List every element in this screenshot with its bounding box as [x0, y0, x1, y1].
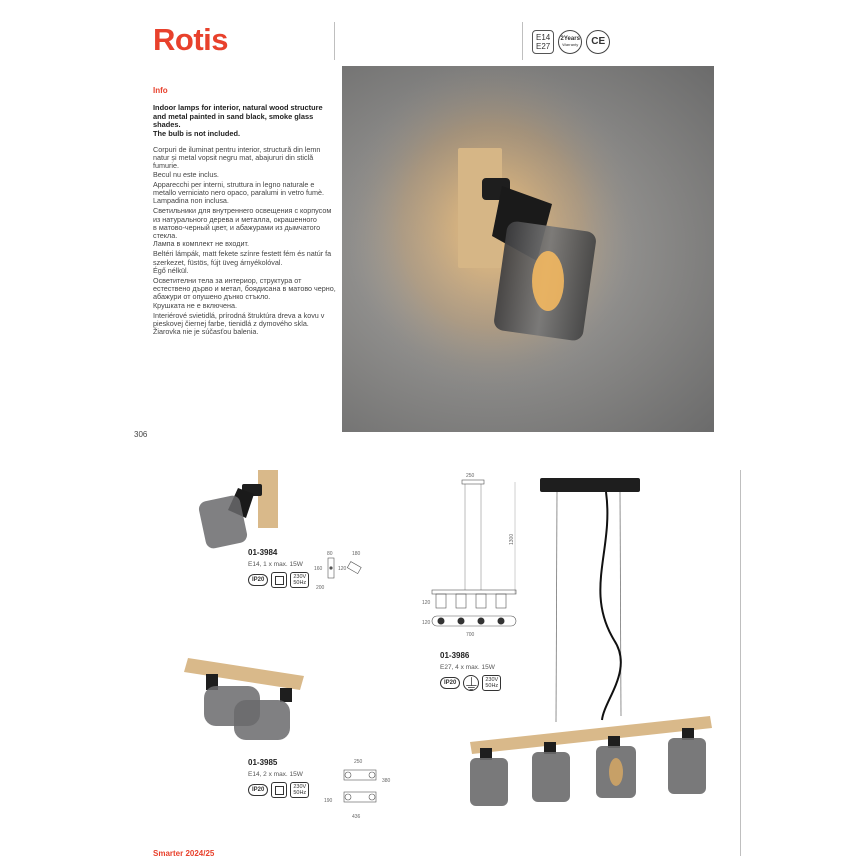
dim-label: 250: [466, 473, 475, 479]
socket-badge: [532, 30, 554, 54]
dim-label: 200: [316, 585, 325, 591]
info-sk: [153, 312, 343, 337]
warranty-years: 2Years: [560, 36, 580, 42]
voltage-icon: [290, 572, 309, 588]
line: стекла.: [153, 231, 178, 241]
ce-mark-icon: CE: [586, 30, 610, 54]
line: pieskovej čiernej farbe, tienidlá z dymového skla.: [153, 319, 309, 329]
line: Égő nélkül.: [153, 265, 189, 275]
line: Becul nu este inclus.: [153, 169, 219, 179]
product-3985-spec: E14, 2 x max. 15W: [248, 771, 303, 778]
line: в матово-черный цвет, и абажурами из дымчатого: [153, 222, 321, 232]
line: Žiarovka nie je súčasťou balenia.: [153, 327, 259, 337]
freq: 50Hz: [293, 790, 307, 796]
line: metallo verniciato nero opaco, paralumi in vetro fumè.: [153, 188, 324, 198]
product-3984-icons: [248, 572, 309, 588]
info-en-line: Indoor lamps for interior, natural wood structure: [153, 103, 323, 112]
volt: 230V: [293, 574, 307, 580]
volt: 230V: [293, 784, 307, 790]
class-ii-icon: [271, 572, 287, 588]
info-en-line: shades.: [153, 120, 181, 130]
line: natur și metal vopsit negru mat, abajururi din sticlă: [153, 153, 314, 163]
dim-label: 436: [352, 814, 361, 820]
line: Beltéri lámpák, matt fekete színre festett fém és natúr fa: [153, 249, 332, 259]
earth-ground-icon: ⏚: [463, 676, 480, 694]
ip20-icon: IP20: [248, 574, 268, 586]
warranty-label: Warranty: [562, 42, 579, 47]
line: из натурального дерева и металла, окрашенного: [153, 214, 317, 224]
line: Apparecchi per interni, struttura in legno naturale e: [153, 179, 315, 189]
line: Крушката не е включена.: [153, 300, 237, 310]
product-photo: [342, 66, 714, 432]
info-it: [153, 181, 343, 206]
product-3986-image: [464, 470, 728, 810]
product-3984-spec: E14, 1 x max. 15W: [248, 561, 303, 568]
spec-badges: [532, 30, 610, 54]
freq: 50Hz: [485, 683, 499, 689]
dim-label: 700: [466, 632, 475, 638]
product-3986-spec: E27, 4 x max. 15W: [440, 664, 495, 671]
ip20-icon: IP20: [440, 677, 460, 689]
dim-label: 120: [338, 566, 347, 572]
line: Corpuri de iluminat pentru interior, structură din lemn: [153, 145, 321, 154]
voltage-icon: [290, 782, 309, 798]
footer-catalog-name: Smarter 2024/25: [153, 849, 215, 858]
info-hu: [153, 250, 343, 275]
product-3985-drawing: [322, 756, 398, 822]
line: szerkezet, füstös, fújt üveg árnyékolóval.: [153, 257, 283, 267]
dim-label: 120: [422, 600, 431, 606]
product-3985-code: 01-3985: [248, 758, 278, 767]
dim-label: 180: [352, 551, 361, 557]
ip20-icon: IP20: [248, 784, 268, 796]
dim-label: 250: [354, 759, 363, 765]
dim-label: 190: [324, 798, 333, 804]
page-number: 306: [134, 430, 148, 439]
line: естествено дърво и метал, боядисана в матово черно,: [153, 284, 336, 294]
info-english: [153, 104, 343, 138]
line: Светильники для внутреннего освещения с корпусом: [153, 206, 332, 216]
dim-label: 380: [382, 778, 391, 784]
right-divider: [740, 470, 741, 856]
dim-label: 120: [422, 620, 431, 626]
product-3984-code: 01-3984: [248, 548, 278, 557]
info-ru: [153, 207, 343, 248]
line: fumurie.: [153, 161, 179, 171]
brand-title: Rotis: [153, 22, 228, 57]
dim-label: 1300: [509, 533, 515, 545]
product-3985-image: [184, 648, 314, 752]
info-bg: [153, 277, 343, 310]
line: абажури от опушено дънко стъкло.: [153, 292, 271, 302]
info-en-line: The bulb is not included.: [153, 128, 241, 138]
line: Lampadina non inclusa.: [153, 196, 229, 206]
product-3986-code: 01-3986: [440, 651, 470, 660]
dim-label: 80: [327, 551, 333, 557]
info-title: Info: [153, 86, 168, 95]
socket-e14: E14: [536, 33, 551, 42]
header-divider: [334, 22, 335, 60]
info-ro: [153, 146, 343, 179]
line: Осветителни тела за интериор, структура от: [153, 276, 302, 286]
dim-label: 160: [314, 566, 323, 572]
class-ii-icon: [271, 782, 287, 798]
info-en-line: and metal painted in sand black, smoke glass: [153, 111, 314, 121]
product-3984-drawing: [312, 548, 376, 594]
product-3984-image: [198, 466, 286, 552]
volt: 230V: [485, 677, 499, 683]
wall-lamp-illustration: [342, 66, 714, 432]
product-3985-icons: [248, 782, 309, 798]
warranty-icon: [558, 30, 582, 54]
freq: 50Hz: [293, 580, 307, 586]
line: Лампа в комплект не входит.: [153, 239, 249, 249]
header-divider-right: [522, 22, 523, 60]
info-translations: [153, 146, 343, 338]
socket-e27: E27: [536, 42, 551, 51]
line: Interiérové svietidlá, prírodná štruktúra dreva a kovu v: [153, 310, 325, 320]
